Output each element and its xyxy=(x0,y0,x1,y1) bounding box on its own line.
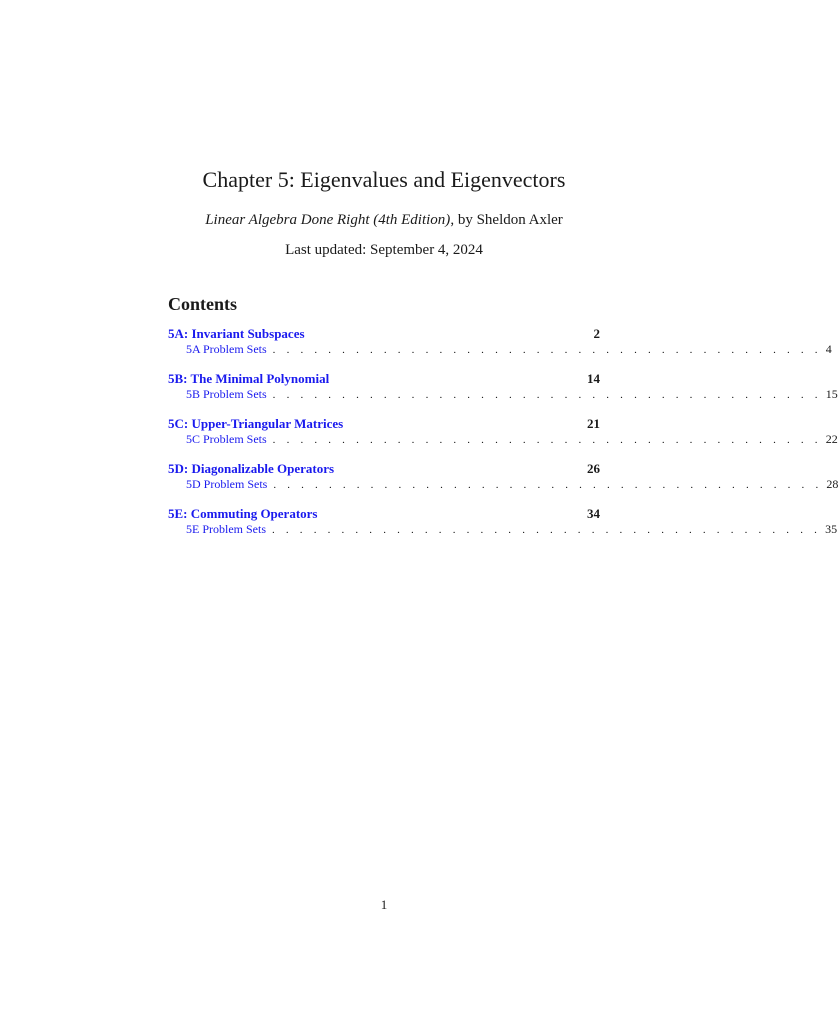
toc-section-5b xyxy=(168,370,838,403)
contents-heading: Contents xyxy=(168,294,238,314)
toc-link-5d[interactable]: 5D: Diagonalizable Operators xyxy=(168,461,335,476)
toc-page: 34 xyxy=(587,506,600,521)
toc-subpage: 4 xyxy=(825,342,832,356)
toc-entry xyxy=(168,325,600,342)
toc-entry xyxy=(168,370,600,387)
toc-page: 2 xyxy=(593,326,600,341)
toc-subpage: 28 xyxy=(826,477,838,491)
toc-section-5e xyxy=(168,505,838,538)
toc-subpage: 22 xyxy=(825,432,838,446)
toc-subentry xyxy=(168,522,838,538)
toc-section-5d xyxy=(168,460,838,493)
dot-leader: . . . . . . . . . . . . . . . . . . . . . . . . . . . . . . . . . . . . . . . . xyxy=(272,389,822,401)
toc-link-5a-problem-sets[interactable]: 5A Problem Sets xyxy=(186,342,267,356)
page-number: 1 xyxy=(380,897,388,912)
toc-link-5c[interactable]: 5C: Upper-Triangular Matrices xyxy=(168,416,344,431)
toc-page: 21 xyxy=(587,416,600,431)
toc-link-5a[interactable]: 5A: Invariant Subspaces xyxy=(168,326,305,341)
toc-subentry xyxy=(168,342,832,358)
toc-link-5b[interactable]: 5B: The Minimal Polynomial xyxy=(168,371,330,386)
toc-link-5d-problem-sets[interactable]: 5D Problem Sets xyxy=(186,477,268,491)
toc-link-5c-problem-sets[interactable]: 5C Problem Sets xyxy=(186,432,267,446)
dot-leader: . . . . . . . . . . . . . . . . . . . . . . . . . . . . . . . . . . . . . . . . xyxy=(272,344,822,356)
toc-subpage: 15 xyxy=(825,387,838,401)
toc-subpage: 35 xyxy=(825,522,838,536)
toc-entry xyxy=(168,415,600,432)
toc-subentry xyxy=(168,387,838,403)
toc-entry xyxy=(168,505,600,522)
table-of-contents xyxy=(168,325,838,550)
toc-subentry xyxy=(168,477,838,493)
toc-subentry xyxy=(168,432,838,448)
author: , by Sheldon Axler xyxy=(450,212,563,228)
toc-link-5e[interactable]: 5E: Commuting Operators xyxy=(168,506,318,521)
book-title: Linear Algebra Done Right (4th Edition) xyxy=(205,212,451,228)
toc-section-5c xyxy=(168,415,838,448)
toc-link-5b-problem-sets[interactable]: 5B Problem Sets xyxy=(186,387,267,401)
toc-page: 26 xyxy=(587,461,600,476)
toc-entry xyxy=(168,460,600,477)
chapter-title: Chapter 5: Eigenvalues and Eigenvectors xyxy=(202,167,566,192)
toc-section-5a xyxy=(168,325,832,358)
dot-leader: . . . . . . . . . . . . . . . . . . . . . . . . . . . . . . . . . . . . . . . . xyxy=(272,434,822,446)
dot-leader: . . . . . . . . . . . . . . . . . . . . . . . . . . . . . . . . . . . . . . . . xyxy=(272,524,822,536)
toc-page: 14 xyxy=(587,371,600,386)
last-updated: Last updated: September 4, 2024 xyxy=(285,242,483,258)
toc-link-5e-problem-sets[interactable]: 5E Problem Sets xyxy=(186,522,266,536)
dot-leader: . . . . . . . . . . . . . . . . . . . . . . . . . . . . . . . . . . . . . . . . xyxy=(273,479,823,491)
subtitle xyxy=(0,210,768,230)
